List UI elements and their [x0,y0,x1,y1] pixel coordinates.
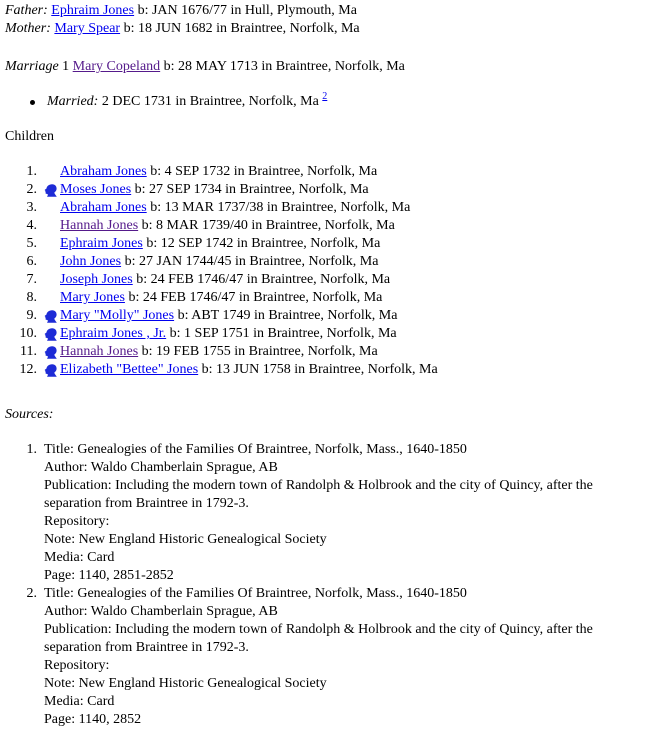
child-number: 8. [26,290,37,305]
person-silhouette-icon[interactable] [44,364,58,377]
child-entry [60,217,395,235]
genealogy-page [5,2,665,729]
married-event [5,93,665,111]
child-entry [60,163,377,181]
source-line: Media: Card [44,694,115,709]
source-line: Title: Genealogies of the Families Of Braintree, Norfolk, Mass., 1640-1850 [44,586,467,601]
mother-line [5,20,665,38]
source-number: 1. [26,442,37,457]
father-line [5,2,665,20]
child-details: b: 27 SEP 1734 in Braintree, Norfolk, Ma [131,182,369,197]
child-link[interactable]: Abraham Jones [60,200,147,215]
child-number: 5. [26,236,37,251]
child-item [5,307,665,325]
source-line: Author: Waldo Chamberlain Sprague, AB [44,460,278,475]
sources-heading-text: Sources: [5,407,54,422]
child-entry [60,271,390,289]
source-line: Repository: [44,514,110,529]
child-entry [60,253,378,271]
source-line: Note: New England Historic Genealogical Society [44,532,327,547]
child-number: 7. [26,272,37,287]
child-details: b: 13 MAR 1737/38 in Braintree, Norfolk, Ma [146,200,411,215]
child-details: b: 24 FEB 1746/47 in Braintree, Norfolk, Ma [132,272,391,287]
marriage-label: Marriage [5,59,59,74]
child-entry [60,235,380,253]
source-line: Publication: Including the modern town of Randolph & Holbrook and the city of Quincy, after the [44,622,593,637]
sources-heading [5,406,665,424]
source-item [5,441,665,585]
source-line: separation from Braintree in 1792-3. [44,496,249,511]
child-number: 3. [26,200,37,215]
child-link[interactable]: Hannah Jones [60,218,139,233]
child-entry [60,289,382,307]
child-link[interactable]: Moses Jones [60,182,132,197]
child-item [5,343,665,361]
source-line: Note: New England Historic Genealogical Society [44,676,327,691]
mother-label: Mother: [5,21,51,36]
child-number: 1. [26,164,37,179]
married-label: Married: [47,94,99,109]
child-item [5,325,665,343]
source-line: Media: Card [44,550,115,565]
person-silhouette-icon[interactable] [44,328,58,341]
child-number: 11. [20,344,37,359]
child-number: 9. [26,308,37,323]
spouse-link[interactable]: Mary Copeland [72,59,161,74]
child-entry [60,343,378,361]
source-line: Title: Genealogies of the Families Of Braintree, Norfolk, Mass., 1640-1850 [44,442,467,457]
source-line: Publication: Including the modern town of Randolph & Holbrook and the city of Quincy, after the [44,478,593,493]
marriage-line [5,58,665,76]
child-link[interactable]: Ephraim Jones [60,236,143,251]
child-item [5,289,665,307]
child-item [5,253,665,271]
child-details: b: 19 FEB 1755 in Braintree, Norfolk, Ma [138,344,378,359]
source-line: Page: 1140, 2851-2852 [44,568,174,583]
child-item [5,217,665,235]
children-list [5,163,665,379]
source-line: Repository: [44,658,110,673]
source-line: Page: 1140, 2852 [44,712,142,727]
father-details: b: JAN 1676/77 in Hull, Plymouth, Ma [134,3,357,18]
married-details: 2 DEC 1731 in Braintree, Norfolk, Ma [98,94,323,109]
child-details: b: 24 FEB 1746/47 in Braintree, Norfolk, Ma [124,290,383,305]
child-link[interactable]: Abraham Jones [60,164,147,179]
child-number: 6. [26,254,37,269]
marriage-events [5,93,665,111]
sources-list [5,441,665,729]
child-entry [60,361,438,379]
child-details: b: 4 SEP 1732 in Braintree, Norfolk, Ma [146,164,378,179]
child-entry [60,199,410,217]
child-number: 12. [19,362,37,377]
child-link[interactable]: Mary "Molly" Jones [60,308,175,323]
child-entry [60,325,397,343]
child-item [5,271,665,289]
child-item [5,163,665,181]
child-link[interactable]: Hannah Jones [60,344,139,359]
child-details: b: 13 JUN 1758 in Braintree, Norfolk, Ma [198,362,438,377]
child-item [5,199,665,217]
source-line: separation from Braintree in 1792-3. [44,640,249,655]
child-details: b: ABT 1749 in Braintree, Norfolk, Ma [174,308,398,323]
child-link[interactable]: John Jones [60,254,122,269]
child-link[interactable]: Joseph Jones [60,272,133,287]
child-item [5,181,665,199]
child-entry [60,181,369,199]
child-details: b: 27 JAN 1744/45 in Braintree, Norfolk, Ma [121,254,379,269]
child-item [5,361,665,379]
child-entry [60,307,397,325]
person-silhouette-icon[interactable] [44,310,58,323]
child-link[interactable]: Elizabeth "Bettee" Jones [60,362,199,377]
child-number: 4. [26,218,37,233]
person-silhouette-icon[interactable] [44,346,58,359]
child-details: b: 12 SEP 1742 in Braintree, Norfolk, Ma [142,236,381,251]
source-item [5,585,665,729]
source-reference-link[interactable]: 2 [322,91,328,102]
child-details: b: 8 MAR 1739/40 in Braintree, Norfolk, Ma [138,218,395,233]
father-link[interactable]: Ephraim Jones [51,3,135,18]
mother-link[interactable]: Mary Spear [54,21,121,36]
mother-details: b: 18 JUN 1682 in Braintree, Norfolk, Ma [120,21,360,36]
person-silhouette-icon[interactable] [44,184,58,197]
marriage-number: 1 [58,59,73,74]
child-details: b: 1 SEP 1751 in Braintree, Norfolk, Ma [166,326,397,341]
source-number: 2. [26,586,37,601]
father-label: Father: [5,3,48,18]
child-link[interactable]: Mary Jones [60,290,125,305]
spouse-details: b: 28 MAY 1713 in Braintree, Norfolk, Ma [160,59,405,74]
child-number: 10. [19,326,37,341]
child-item [5,235,665,253]
child-link[interactable]: Ephraim Jones , Jr. [60,326,167,341]
children-heading: Children [5,129,54,144]
child-number: 2. [26,182,37,197]
source-line: Author: Waldo Chamberlain Sprague, AB [44,604,278,619]
bullet-dot [30,100,35,105]
